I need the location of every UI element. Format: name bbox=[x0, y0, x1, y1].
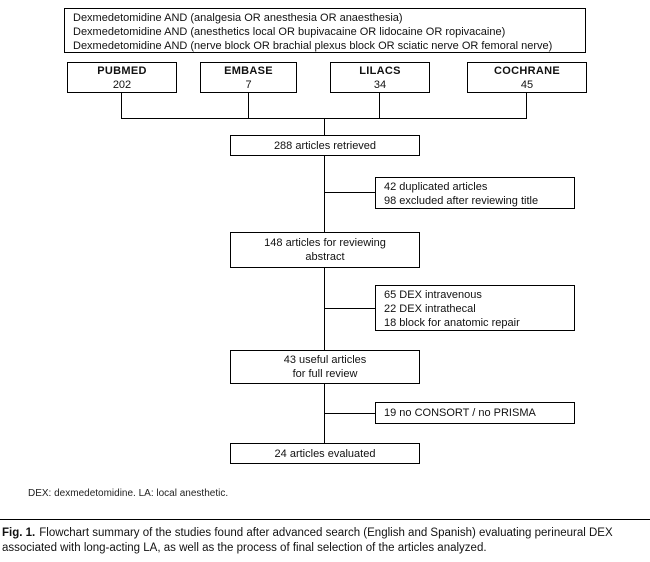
connector-line bbox=[324, 268, 325, 350]
search-query-box bbox=[64, 8, 586, 53]
database-count: 45 bbox=[520, 78, 534, 91]
flow-box-label: 288 articles retrieved bbox=[273, 139, 377, 152]
flow-box-label: 148 articles for reviewing bbox=[264, 237, 386, 249]
exclusion-box-categories bbox=[375, 285, 575, 331]
database-box-cochrane bbox=[467, 62, 587, 93]
figure-label: Fig. 1. bbox=[2, 527, 36, 539]
connector-line-branch bbox=[324, 308, 375, 309]
connector-line bbox=[121, 93, 122, 118]
flow-box-label: 24 articles evaluated bbox=[274, 447, 376, 460]
flow-box-label: abstract bbox=[305, 251, 345, 263]
connector-line bbox=[324, 118, 325, 135]
connector-line bbox=[379, 93, 380, 118]
connector-line bbox=[526, 93, 527, 118]
database-name: EMBASE bbox=[224, 64, 273, 77]
exclusion-line: 18 block for anatomic repair bbox=[384, 317, 520, 329]
database-name: LILACS bbox=[359, 64, 401, 77]
exclusion-box-reporting bbox=[375, 402, 575, 424]
connector-line bbox=[324, 156, 325, 232]
search-query-line-3: Dexmedetomidine AND (nerve block OR brachial plexus block OR sciatic nerve OR femoral nerve) bbox=[73, 40, 553, 52]
flow-box-abstract-review bbox=[230, 232, 420, 268]
abbreviation-footnote: DEX: dexmedetomidine. LA: local anesthetic. bbox=[28, 488, 229, 499]
database-count: 7 bbox=[245, 78, 252, 91]
flow-box-label: for full review bbox=[292, 368, 358, 380]
exclusion-line: 65 DEX intravenous bbox=[384, 289, 482, 301]
connector-line-branch bbox=[324, 192, 375, 193]
figure-caption bbox=[2, 526, 648, 556]
connector-line-branch bbox=[324, 413, 375, 414]
flow-box-retrieved bbox=[230, 135, 420, 156]
flow-box-full-review bbox=[230, 350, 420, 384]
exclusion-line: 98 excluded after reviewing title bbox=[384, 195, 539, 207]
exclusion-line: 42 duplicated articles bbox=[384, 181, 488, 193]
exclusion-line: 19 no CONSORT / no PRISMA bbox=[384, 407, 536, 419]
database-box-embase bbox=[200, 62, 297, 93]
exclusion-box-duplicates bbox=[375, 177, 575, 209]
database-name: COCHRANE bbox=[494, 64, 560, 77]
flow-box-evaluated bbox=[230, 443, 420, 464]
connector-line bbox=[248, 93, 249, 118]
figure-caption-text: Flowchart summary of the studies found after advanced search (English and Spanish) evaluating perineural DEX associated with long-acting LA, as well as the process of final selection of the articles analyzed. bbox=[2, 527, 613, 554]
flow-box-label: 43 useful articles bbox=[283, 354, 367, 366]
database-name: PUBMED bbox=[97, 64, 147, 77]
search-query-line-2: Dexmedetomidine AND (anesthetics local OR bupivacaine OR lidocaine OR ropivacaine) bbox=[73, 26, 506, 38]
database-box-lilacs bbox=[330, 62, 430, 93]
database-count: 202 bbox=[112, 78, 132, 91]
database-count: 34 bbox=[373, 78, 387, 91]
exclusion-line: 22 DEX intrathecal bbox=[384, 303, 476, 315]
database-box-pubmed bbox=[67, 62, 177, 93]
search-query-line-1: Dexmedetomidine AND (analgesia OR anesthesia OR anaesthesia) bbox=[73, 12, 403, 24]
caption-separator bbox=[0, 519, 650, 520]
